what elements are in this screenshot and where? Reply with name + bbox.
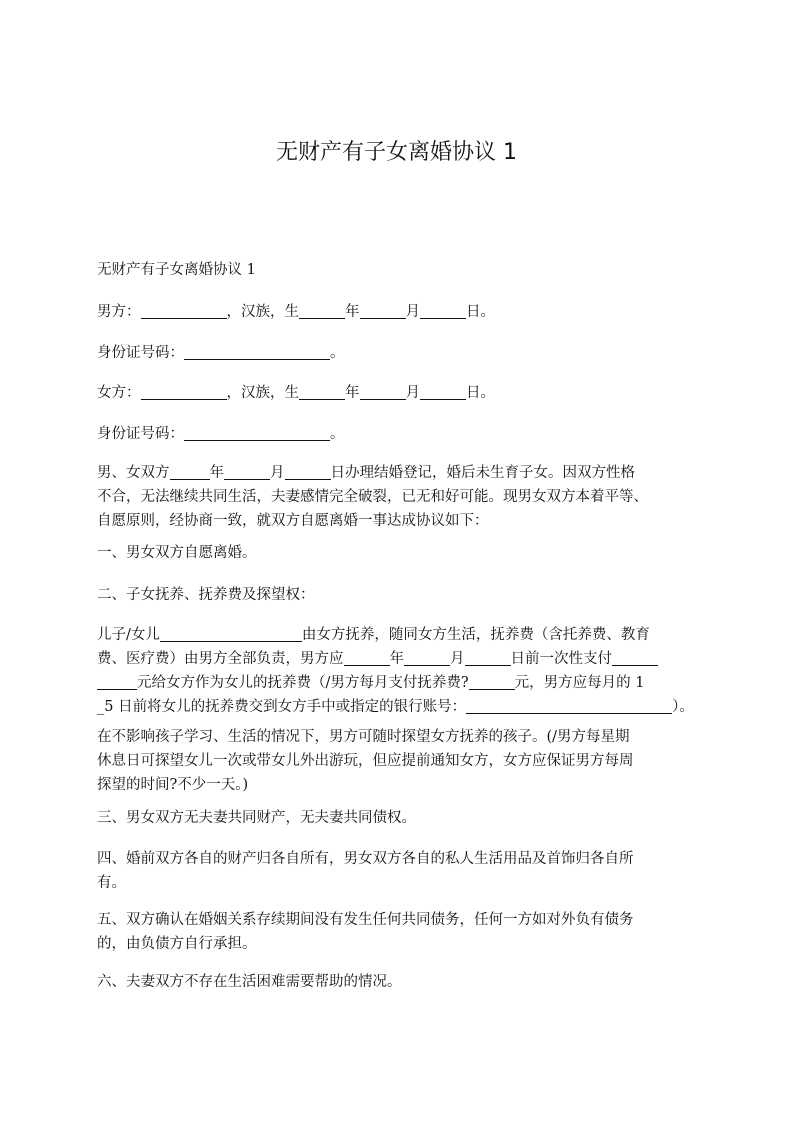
clause-5-text: 五、双方确认在婚姻关系存续期间没有发生任何共同债务，任何一方如对外负有债务 — [97, 912, 634, 928]
clause-5 — [97, 908, 707, 956]
period: 。 — [330, 345, 345, 361]
id-label: 身份证号码： — [97, 426, 184, 442]
payment-amount-blank-a — [612, 649, 658, 666]
day-label: 日。 — [466, 385, 495, 401]
marriage-month-blank — [224, 463, 270, 480]
child-name-blank — [160, 625, 302, 642]
child-text: ）。 — [672, 699, 694, 715]
female-birth-month-blank — [360, 383, 406, 400]
female-name-blank — [141, 383, 227, 400]
male-birth-month-blank — [360, 302, 406, 319]
child-text: 元，男方应每月的 1 — [514, 675, 645, 691]
document-title: 无财产有子女离婚协议 1 — [276, 140, 517, 165]
child-text: _5 日前将女儿的抚养费交到女方手中或指定的银行账号： — [97, 699, 467, 715]
child-text: 由女方抚养，随同女方生活，抚养费（含托养费、教育 — [301, 627, 650, 643]
male-name-blank — [141, 302, 227, 319]
month-label: 月 — [450, 651, 465, 667]
female-info-line — [97, 381, 707, 405]
child-text: 日前一次性支付 — [510, 651, 612, 667]
intro-text: 男、女双方 — [97, 465, 170, 481]
year-label: 年 — [345, 385, 360, 401]
male-id-blank — [184, 343, 330, 360]
intro-text: 自愿原则，经协商一致，就双方自愿离婚一事达成协议如下： — [97, 513, 489, 529]
female-ethnicity-text: ，汉族，生 — [226, 385, 299, 401]
year-label: 年 — [389, 651, 404, 667]
id-label: 身份证号码： — [97, 345, 184, 361]
document-subtitle: 无财产有子女离婚协议 1 — [97, 262, 256, 278]
female-id-blank — [184, 424, 330, 441]
payment-month-blank — [404, 649, 450, 666]
payment-year-blank — [344, 649, 390, 666]
payment-amount-blank-b — [97, 673, 137, 690]
month-label: 月 — [405, 385, 420, 401]
female-birth-day-blank — [420, 383, 466, 400]
visit-text: 在不影响孩子学习、生活的情况下，男方可随时探望女方抚养的孩子。(/男方每星期 — [97, 729, 630, 745]
female-birth-year-blank — [299, 383, 345, 400]
year-label: 年 — [209, 465, 224, 481]
female-id-line — [97, 422, 707, 446]
marriage-year-blank — [170, 463, 210, 480]
male-label: 男方： — [97, 304, 141, 320]
male-id-line — [97, 341, 707, 365]
clause-4 — [97, 847, 707, 895]
month-label: 月 — [405, 304, 420, 320]
child-text: 元给女方作为女儿的抚养费（/男方每月支付抚养费? — [137, 675, 469, 691]
clause-6: 六、夫妻双方不存在生活困难需要帮助的情况。 — [97, 974, 402, 990]
payment-day-blank — [465, 649, 511, 666]
clause-1: 一、男女双方自愿离婚。 — [97, 545, 257, 561]
clause-4-text: 四、婚前双方各自的财产归各自所有，男女双方各自的私人生活用品及首饰归各自所 — [97, 851, 634, 867]
bank-account-blank — [466, 697, 672, 714]
male-info-line — [97, 300, 707, 324]
female-label: 女方： — [97, 385, 141, 401]
year-label: 年 — [345, 304, 360, 320]
child-text: 费、医疗费）由男方全部负责，男方应 — [97, 651, 344, 667]
intro-paragraph — [97, 461, 707, 533]
marriage-day-blank — [285, 463, 331, 480]
clause-3: 三、男女双方无夫妻共同财产，无夫妻共同债权。 — [97, 810, 416, 826]
clause-5-text: 的，由负债方自行承担。 — [97, 936, 257, 952]
month-label: 月 — [270, 465, 285, 481]
clause-4-text: 有。 — [97, 875, 126, 891]
child-support-paragraph — [97, 623, 707, 719]
day-label: 日。 — [466, 304, 495, 320]
intro-text: 不合，无法继续共同生活，夫妻感情完全破裂，已无和好可能。现男女双方本着平等、 — [97, 489, 648, 505]
monthly-amount-blank — [469, 673, 515, 690]
child-text: 儿子/女儿 — [97, 627, 160, 643]
male-ethnicity-text: ，汉族，生 — [226, 304, 299, 320]
male-birth-year-blank — [299, 302, 345, 319]
period: 。 — [330, 426, 345, 442]
visitation-paragraph — [97, 725, 707, 797]
intro-text: 日办理结婚登记，婚后未生育子女。因双方性格 — [330, 465, 635, 481]
visit-text: 休息日可探望女儿一次或带女儿外出游玩，但应提前通知女方，女方应保证男方每周 — [97, 753, 634, 769]
clause-2-heading: 二、子女抚养、抚养费及探望权： — [97, 587, 315, 603]
visit-text: 探望的时间?不少一天。) — [97, 777, 249, 793]
male-birth-day-blank — [420, 302, 466, 319]
